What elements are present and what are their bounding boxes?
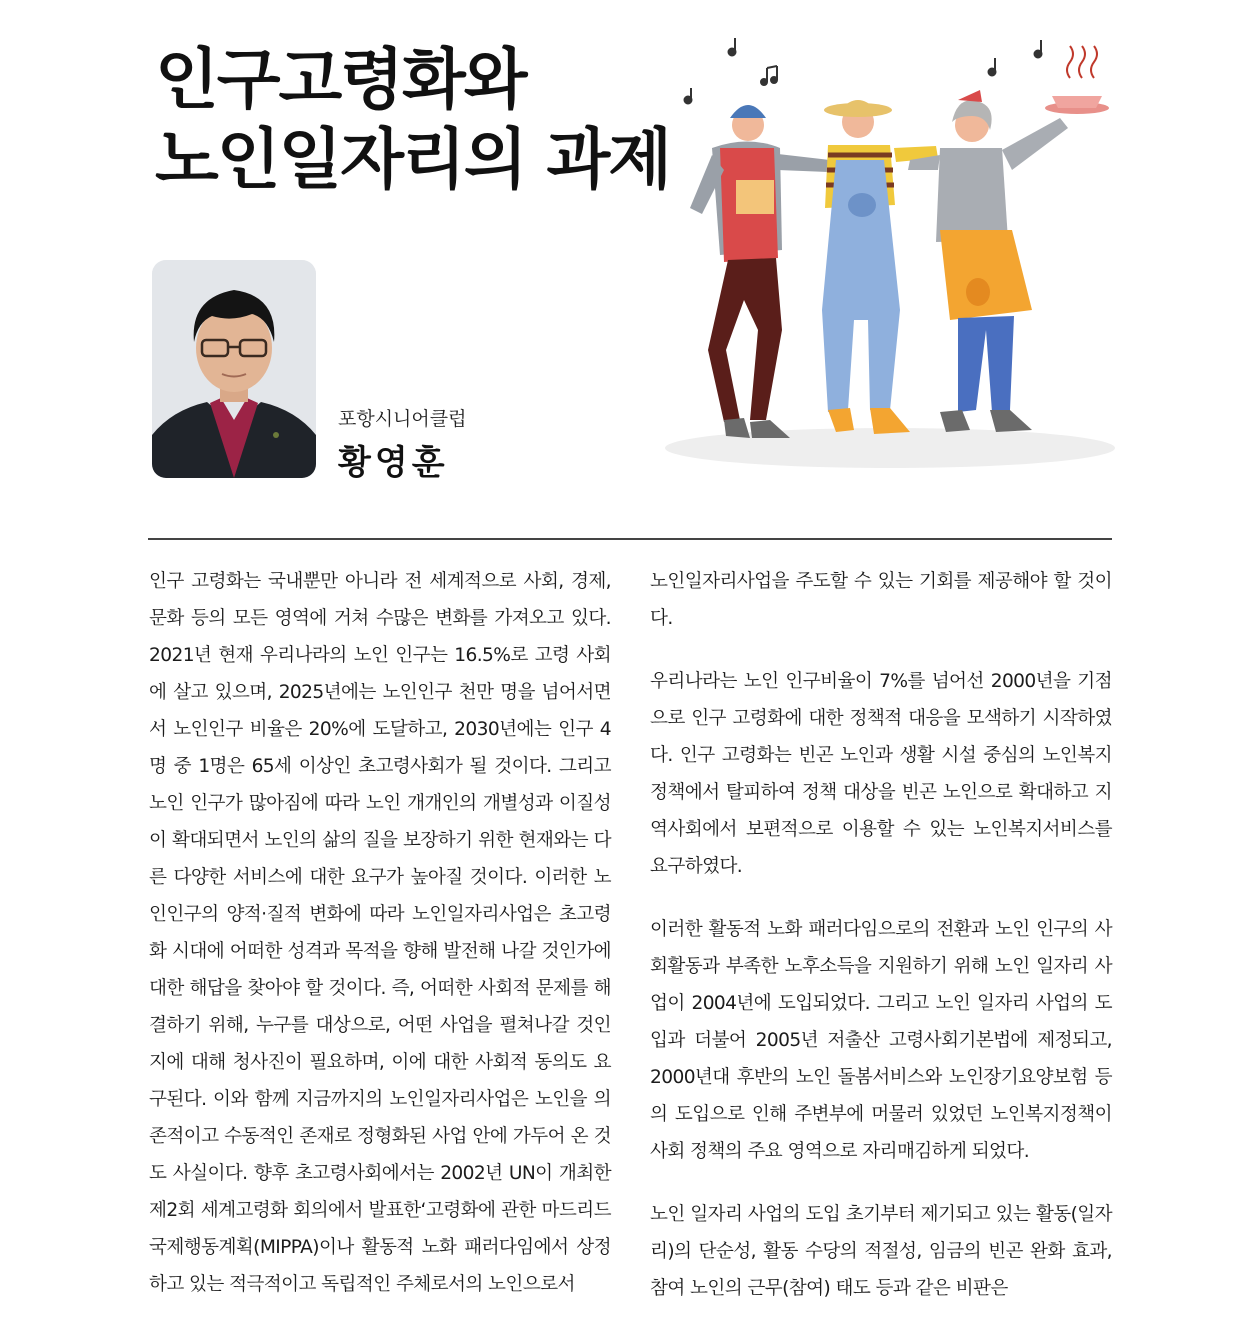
section-divider — [148, 538, 1112, 540]
body-column-left — [149, 563, 611, 1329]
author-portrait-icon — [152, 260, 316, 478]
elderly-workers-dancing-illustration-icon — [640, 30, 1120, 480]
body-paragraph: 노인 일자리 사업의 도입 초기부터 제기되고 있는 활동(일자리)의 단순성, 활동 수당의 적절성, 임금의 빈곤 완화 효과, 참여 노인의 근무(참여) 태도 등과 같은 비판은 — [650, 1204, 1112, 1299]
title-line-1: 인구고령화와 — [155, 41, 526, 118]
body-column-right — [650, 563, 1112, 1333]
title-line-2: 노인일자리의 과제 — [155, 121, 671, 198]
body-paragraph: 노인일자리사업을 주도할 수 있는 기회를 제공해야 할 것이다. — [650, 571, 1112, 629]
author-info — [338, 404, 466, 484]
body-paragraph: 이러한 활동적 노화 패러다임으로의 전환과 노인 인구의 사회활동과 부족한 노후소득을 지원하기 위해 노인 일자리 사업이 2004년에 도입되었다. 그리고 노인 일자리 사업의 도입과 더불어 2005년 저출산 고령사회기본법에 제정되고, 2000년대 후반의 노인 돌봄서비스와 노인장기요양보험 등의 도입으로 인해 주변부에 머물러 있었던 노인복지정책이 사회 정책의 주요 영역으로 자리매김하게 되었다. — [650, 919, 1112, 1162]
article-title — [155, 40, 670, 200]
author-organization: 포항시니어클럽 — [338, 408, 467, 430]
author-photo — [152, 260, 316, 478]
body-paragraph: 인구 고령화는 국내뿐만 아니라 전 세계적으로 사회, 경제, 문화 등의 모든 영역에 거쳐 수많은 변화를 가져오고 있다. 2021년 현재 우리나라의 노인 인구는 16.5%로 고령 사회에 살고 있으며, 2025년에는 노인인구 천만 명을 넘어서면서 노인인구 비율은 20%에 도달하고, 2030년에는 인구 4명 중 1명은 65세 이상인 초고령사회가 될 것이다. 그리고 노인 인구가 많아짐에 따라 노인 개개인의 개별성과 이질성이 확대되면서 노인의 삶의 질을 보장하기 위한 현재와는 다른 다양한 서비스에 대한 요구가 높아질 것이다. 이러한 노인인구의 양적·질적 변화에 따라 노인일자리사업은 초고령화 시대에 어떠한 성격과 목적을 향해 발전해 나갈 것인가에 대한 해답을 찾아야 할 것이다. 즉, 어떠한 사회적 문제를 해결하기 위해, 누구를 대상으로, 어떤 사업을 펼쳐나갈 것인지에 대해 청사진이 필요하며, 이에 대한 사회적 동의도 요구된다. 이와 함께 지금까지의 노인일자리사업은 노인을 의존적이고 수동적인 존재로 정형화된 사업 안에 가두어 온 것도 사실이다. 향후 초고령사회에서는 2002년 UN이 개최한 제2회 세계고령화 회의에서 발표한‘고령화에 관한 마드리드 국제행동계획(MIPPA)이나 활동적 노화 패러다임에서 상정하고 있는 적극적이고 독립적인 주체로서의 노인으로서 — [149, 571, 611, 1295]
author-name: 황영훈 — [338, 443, 449, 483]
body-paragraph: 우리나라는 노인 인구비율이 7%를 넘어선 2000년을 기점으로 인구 고령화에 대한 정책적 대응을 모색하기 시작하였다. 인구 고령화는 빈곤 노인과 생활 시설 중심의 노인복지정책에서 탈피하여 정책 대상을 빈곤 노인으로 확대하고 지역사회에서 보편적으로 이용할 수 있는 노인복지서비스를 요구하였다. — [650, 671, 1112, 877]
illustration — [640, 30, 1120, 480]
